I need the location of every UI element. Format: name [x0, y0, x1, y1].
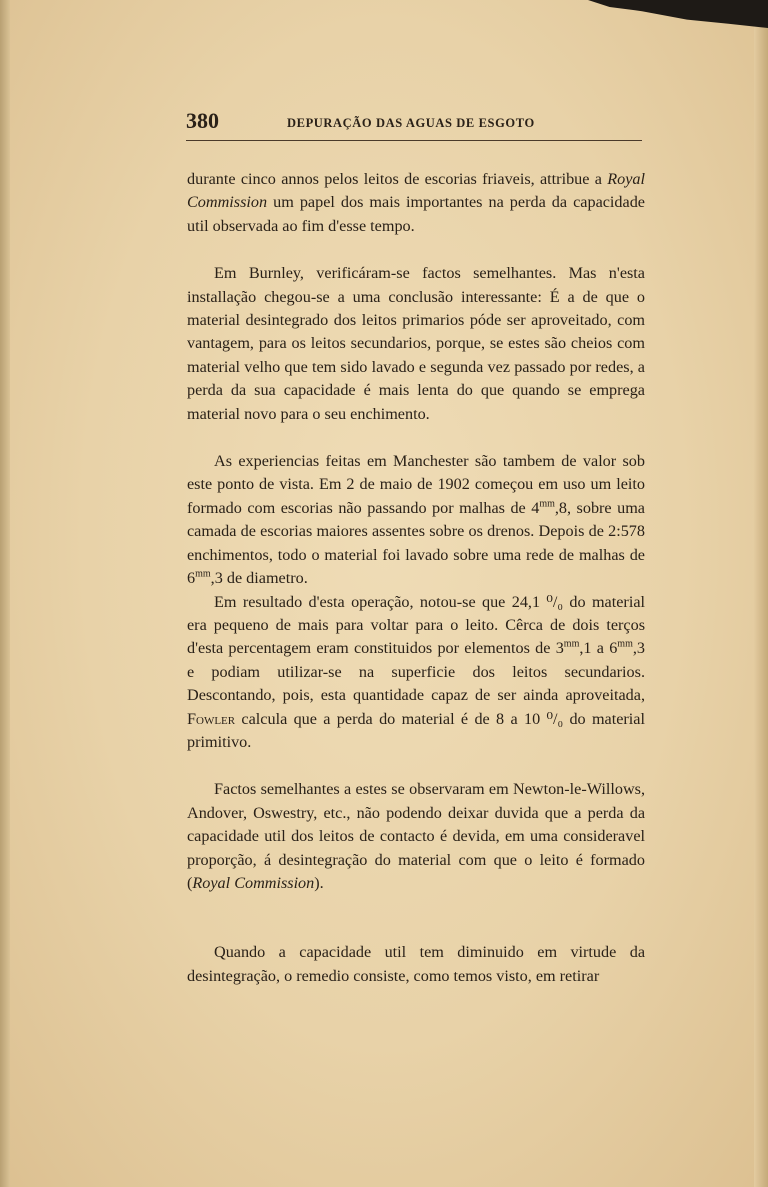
paragraph-6: Quando a capacidade util tem diminuido em virtude da desintegração, o remedio consiste, como temos visto, em retirar: [187, 943, 645, 985]
citation: Royal Commission: [192, 873, 315, 892]
citation: Royal Commission: [187, 170, 645, 212]
page-header: [186, 108, 642, 141]
paragraph-5: Factos semelhantes a estes se observaram em Newton-le-Willows, Andover, Oswestry, etc., não podendo deixar duvida que a perda da capacidade util dos leitos de contacto é devida, em uma consideravel proporção, á desintegração do material com que o leito é formado (Royal Commission).: [187, 780, 645, 892]
running-title: DEPURAÇÃO DAS AGUAS DE ESGOTO: [287, 116, 535, 130]
page-right-edge: [754, 0, 768, 1187]
paragraph-1: durante cinco annos pelos leitos de escorias friaveis, attribue a Royal Commission um papel dos mais importantes na perda da capacidade util observada ao fim d'esse tempo.: [187, 170, 645, 235]
page-number: 380: [186, 108, 219, 133]
torn-corner: [588, 0, 768, 28]
body-text: [187, 168, 645, 988]
page-left-edge: [0, 0, 10, 1187]
paragraph-2: Em Burnley, verificáram-se factos semelhantes. Mas n'esta installação chegou-se a uma conclusão interessante: É a de que o material desintegrado dos leitos primarios póde ser aproveitado, com vantagem, para os leitos secundarios, porque, se estes são cheios com material velho que tem sido lavado e segunda vez passado por redes, a perda da sua capacidade é mais lenta do que quando se emprega material novo para o seu enchimento.: [187, 264, 645, 423]
paragraph-4: Em resultado d'esta operação, notou-se que 24,1 ⁰/₀ do material era pequeno de mais para voltar para o leito. Cêrca de dois terços d'esta percentagem eram constituidos por elementos de $3^{mm},1$ a $6^{mm},3$ e podiam utilizar-se na superficie dos leitos secundarios. Descontando, pois, esta quantidade capaz de ser ainda aproveitada, Fowler calcula que a perda do material é de 8 a 10 ⁰/₀ do material primitivo.: [187, 592, 645, 751]
paragraph-3: As experiencias feitas em Manchester são tambem de valor sob este ponto de vista. Em 2 de maio de 1902 começou em uso um leito formado com escorias não passando por malhas de $4^{mm},8$, sobre uma camada de escorias maiores assentes sobre os drenos. Depois de 2:578 enchimentos, todo o material foi lavado sobre uma rede de malhas de $6^{mm},3$ de diametro.: [187, 452, 645, 588]
author-name: Fowler: [187, 709, 236, 728]
